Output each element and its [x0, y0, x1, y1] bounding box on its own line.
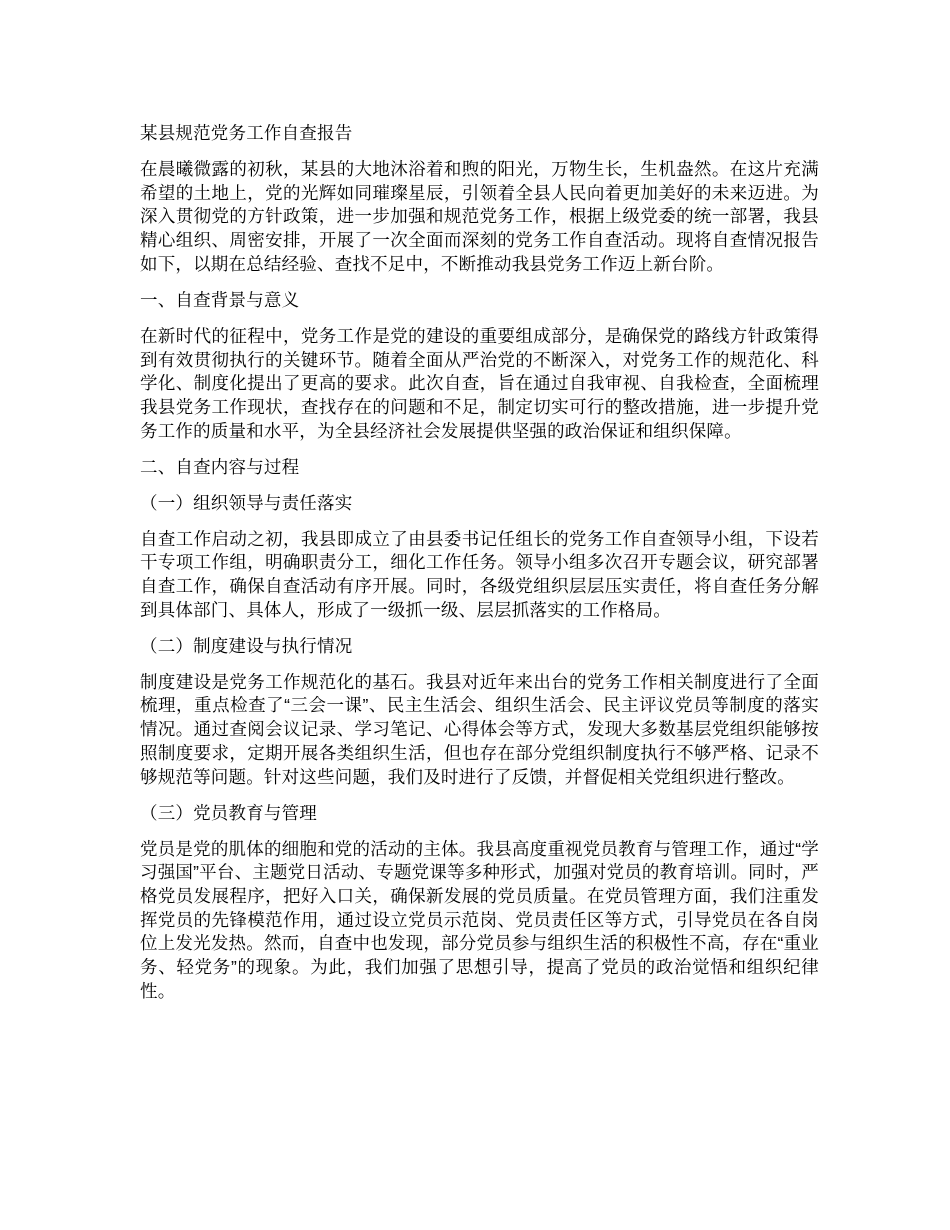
paragraph: 在晨曦微露的初秋，某县的大地沐浴着和煦的阳光，万物生长，生机盎然。在这片充满希望的土地上，党的光辉如同璀璨星辰，引领着全县人民向着更加美好的未来迈进。为深入贯彻党的方针政策，进一步加强和规范党务工作，根据上级党委的统一部署，我县精心组织、周密安排，开展了一次全面而深刻的党务工作自查活动。现将自查情况报告如下，以期在总结经验、查找不足中，不断推动我县党务工作迈上新台阶。 — [140, 159, 819, 274]
document-title: 某县规范党务工作自查报告 — [140, 123, 353, 143]
section-heading: 二、自查内容与过程 — [140, 456, 300, 477]
paragraph: 自查工作启动之初，我县即成立了由县委书记任组长的党务工作自查领导小组，下设若干专项工作组，明确职责分工，细化工作任务。领导小组多次召开专题会议，研究部署自查工作，确保自查活动有序开展。同时，各级党组织层层压实责任，将自查任务分解到具体部门、具体人，形成了一级抓一级、层层抓落实的工作格局。 — [140, 528, 819, 620]
section-heading: （二）制度建设与执行情况 — [140, 635, 353, 656]
section-heading: （三）党员教育与管理 — [140, 802, 317, 823]
paragraph: 党员是党的肌体的细胞和党的活动的主体。我县高度重视党员教育与管理工作，通过“学习强国”平台、主题党日活动、专题党课等多种形式，加强对党员的教育培训。同时，严格党员发展程序，把好入口关，确保新发展的党员质量。在党员管理方面，我们注重发挥党员的先锋模范作用，通过设立党员示范岗、党员责任区等方式，引导党员在各自岗位上发光发热。然而，自查中也发现，部分党员参与组织生活的积极性不高，存在“重业务、轻党务”的现象。为此，我们加强了思想引导，提高了党员的政治觉悟和组织纪律性。 — [140, 838, 819, 1001]
paragraph: 在新时代的征程中，党务工作是党的建设的重要组成部分，是确保党的路线方针政策得到有效贯彻执行的关键环节。随着全面从严治党的不断深入，对党务工作的规范化、科学化、制度化提出了更高的要求。此次自查，旨在通过自我审视、自我检查，全面梳理我县党务工作现状，查找存在的问题和不足，制定切实可行的整改措施，进一步提升党务工作的质量和水平，为全县经济社会发展提供坚强的政治保证和组织保障。 — [140, 325, 819, 441]
section-heading: 一、自查背景与意义 — [140, 289, 300, 310]
document-body — [140, 158, 819, 1003]
document-page — [140, 122, 819, 1016]
paragraph: 制度建设是党务工作规范化的基石。我县对近年来出台的党务工作相关制度进行了全面梳理，重点检查了“三会一课”、民主生活会、组织生活会、民主评议党员等制度的落实情况。通过查阅会议记录、学习笔记、心得体会等方式，发现大多数基层党组织能够按照制度要求，定期开展各类组织生活，但也存在部分党组织制度执行不够严格、记录不够规范等问题。针对这些问题，我们及时进行了反馈，并督促相关党组织进行整改。 — [140, 671, 819, 787]
section-heading: （一）组织领导与责任落实 — [140, 492, 353, 513]
